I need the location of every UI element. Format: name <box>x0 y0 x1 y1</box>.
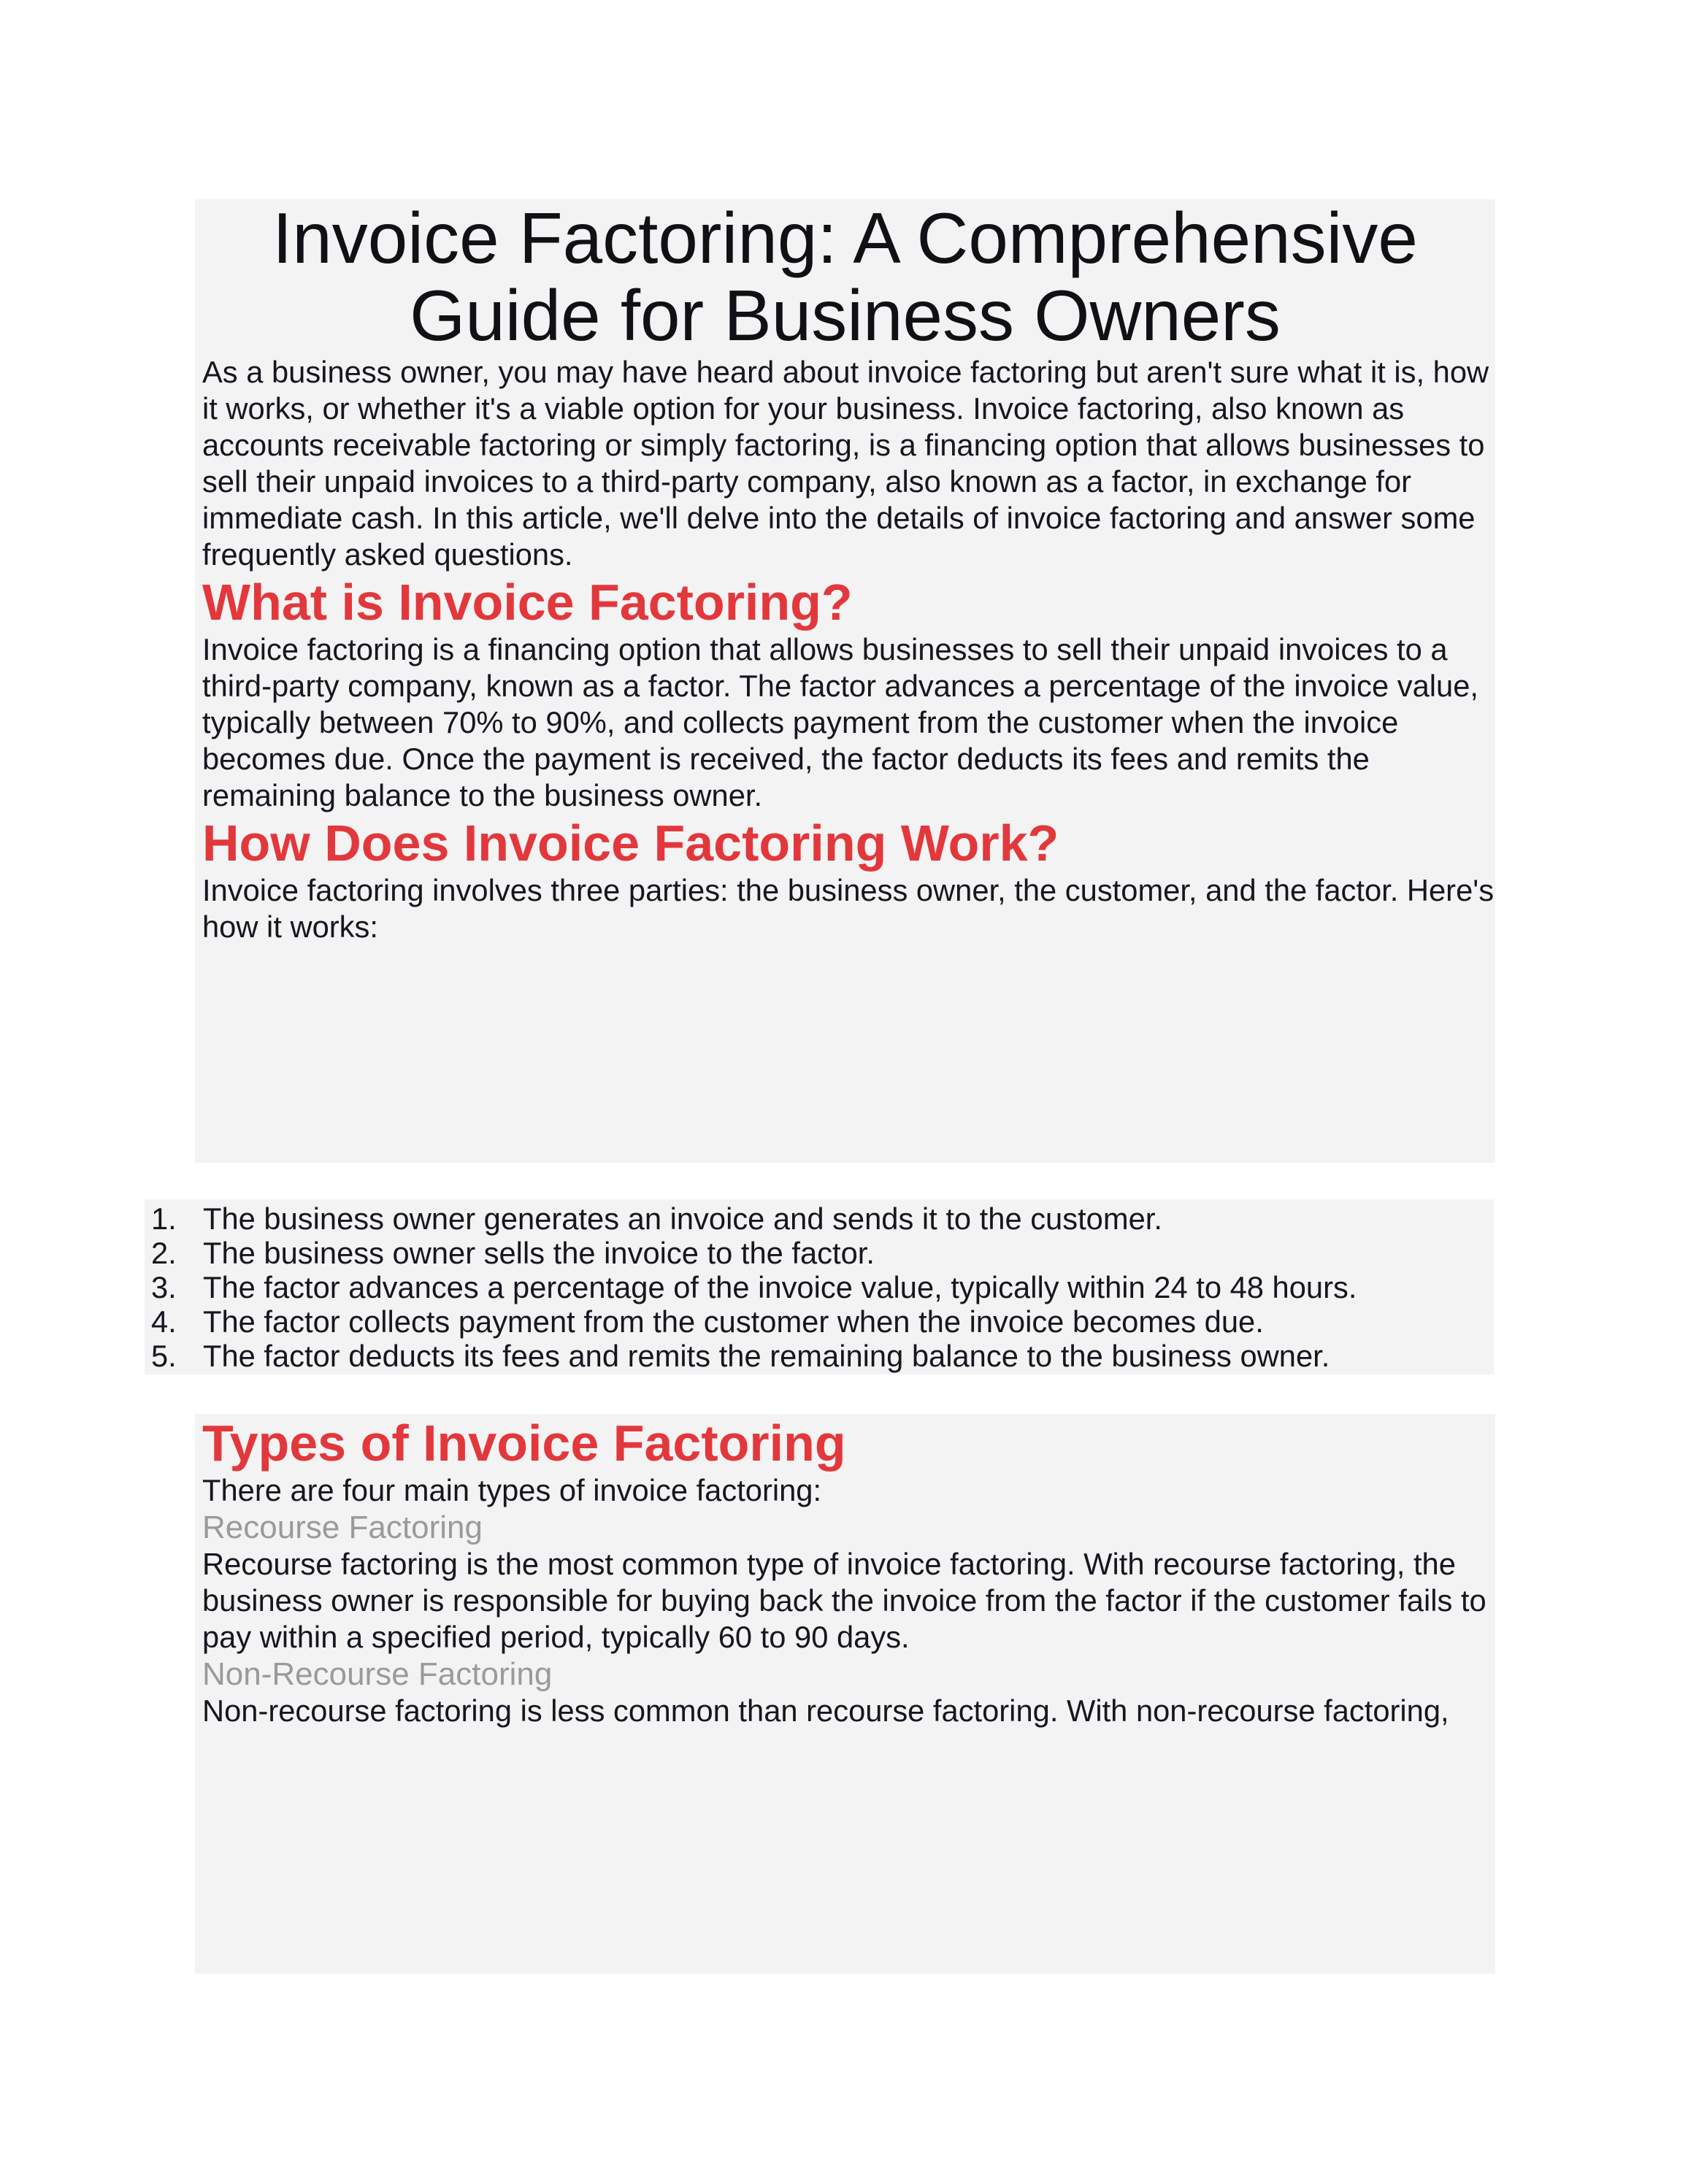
numbered-steps-block <box>145 1199 1494 1374</box>
paragraph-recourse-factoring: Recourse factoring is the most common type of invoice factoring. With recourse factoring, the business owner is responsible for buying back the invoice from the factor if the customer fails to pay within a specified period, typically 60 to 90 days. <box>202 1547 1486 1654</box>
heading-how-does-it-work: How Does Invoice Factoring Work? <box>202 815 1059 872</box>
list-item-text: The factor collects payment from the customer when the invoice becomes due. <box>203 1304 1264 1339</box>
list-item-number: 5. <box>151 1339 177 1373</box>
document-title: Invoice Factoring: A Comprehensive Guide for Business Owners <box>272 198 1418 355</box>
heading-types-of-invoice-factoring: Types of Invoice Factoring <box>202 1415 846 1472</box>
list-item <box>145 1236 1494 1270</box>
list-item-text: The business owner sells the invoice to the factor. <box>203 1236 875 1270</box>
list-item-number: 2. <box>151 1236 177 1270</box>
list-item-text: The factor advances a percentage of the invoice value, typically within 24 to 48 hours. <box>203 1270 1357 1304</box>
paragraph-how-does-it-work: Invoice factoring involves three parties: the business owner, the customer, and the factor. Here's how it works: <box>202 873 1495 944</box>
section-types-block <box>195 1414 1495 1974</box>
subheading-recourse-factoring: Recourse Factoring <box>202 1510 483 1545</box>
paragraph-what-is-invoice-factoring: Invoice factoring is a financing option that allows businesses to sell their unpaid invoices to a third-party company, known as a factor. The factor advances a percentage of the invoice value, typically between 70% to 90%, and collects payment from the customer when the invoice becomes due. Once the payment is received, the factor deducts its fees and remits the remaining balance to the business owner. <box>202 632 1479 812</box>
section-intro-block <box>195 199 1495 1163</box>
list-item-number: 3. <box>151 1270 177 1304</box>
list-item-text: The factor deducts its fees and remits the remaining balance to the business owner. <box>203 1339 1330 1373</box>
heading-what-is-invoice-factoring: What is Invoice Factoring? <box>202 574 853 631</box>
list-item <box>145 1201 1494 1236</box>
list-item <box>145 1304 1494 1339</box>
paragraph-non-recourse-factoring: Non-recourse factoring is less common than recourse factoring. With non-recourse factoring, <box>202 1693 1449 1728</box>
list-item <box>145 1270 1494 1304</box>
list-item-number: 1. <box>151 1201 177 1236</box>
list-item-text: The business owner generates an invoice and sends it to the customer. <box>203 1201 1162 1236</box>
list-item <box>145 1339 1494 1373</box>
subheading-non-recourse-factoring: Non-Recourse Factoring <box>202 1656 553 1692</box>
list-item-number: 4. <box>151 1304 177 1339</box>
intro-paragraph: As a business owner, you may have heard about invoice factoring but aren't sure what it is, how it works, or whether it's a viable option for your business. Invoice factoring, also known as accounts receivable factoring or simply factoring, is a financing option that allows businesses to sell their unpaid invoices to a third-party company, also known as a factor, in exchange for immediate cash. In this article, we'll delve into the details of invoice factoring and answer some frequently asked questions. <box>202 355 1489 572</box>
paragraph-types-intro: There are four main types of invoice factoring: <box>202 1473 822 1507</box>
